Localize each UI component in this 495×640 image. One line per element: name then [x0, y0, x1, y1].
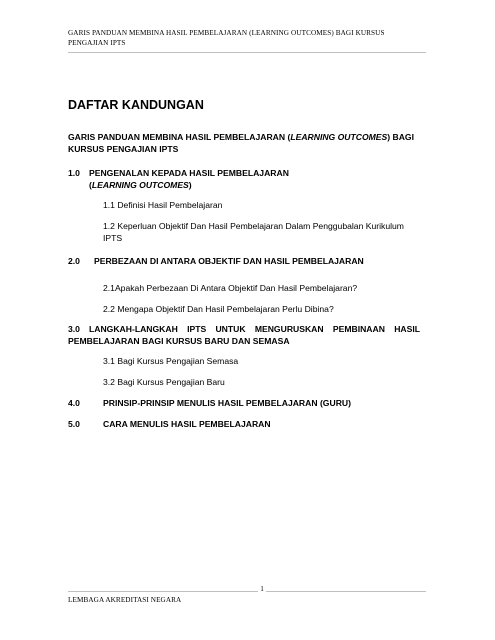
section-number: 2.0 — [68, 256, 80, 266]
footer-rule-right — [266, 591, 426, 592]
section-title: PERBEZAAN DI ANTARA OBJEKTIF DAN HASIL PEMBELAJARAN — [94, 256, 364, 266]
document-subtitle — [68, 132, 420, 155]
section-number: 1.0 — [68, 168, 80, 178]
toc-item-3-2[interactable]: 3.2 Bagi Kursus Pengajian Baru — [103, 377, 225, 387]
section-title-line-1: PENGENALAN KEPADA HASIL PEMBELAJARAN — [89, 168, 289, 178]
section-title — [89, 168, 419, 191]
section-number: 3.0 — [68, 324, 80, 334]
section-title: PRINSIP-PRINSIP MENULIS HASIL PEMBELAJARAN (GURU) — [103, 398, 351, 408]
subtitle-part-2: ) BAGI KURSUS PENGAJIAN IPTS — [68, 132, 414, 154]
footer-organization: LEMBAGA AKREDITASI NEGARA — [68, 596, 182, 604]
paren-open: ( — [89, 179, 92, 190]
toc-title: DAFTAR KANDUNGAN — [68, 98, 204, 112]
toc-item-1-2[interactable]: 1.2 Keperluan Objektif Dan Hasil Pembelajaran Dalam Penggubalan Kurikulum IPTS — [103, 221, 404, 243]
section-title-line-2 — [89, 180, 192, 190]
page-number: 1 — [260, 585, 264, 593]
subtitle-italic: LEARNING OUTCOMES — [290, 132, 388, 142]
toc-item-3-1[interactable]: 3.1 Bagi Kursus Pengajian Semasa — [103, 356, 239, 366]
paren-close: ) — [188, 179, 192, 190]
subtitle-part-1: GARIS PANDUAN MEMBINA HASIL PEMBELAJARAN ( — [68, 132, 291, 142]
toc-item-1-1[interactable]: 1.1 Definisi Hasil Pembelajaran — [103, 200, 223, 210]
section-title: CARA MENULIS HASIL PEMBELAJARAN — [103, 419, 271, 429]
footer-rule-left — [68, 591, 258, 592]
section-number: 4.0 — [68, 398, 80, 408]
toc-item-2-2[interactable]: 2.2 Mengapa Objektif Dan Hasil Pembelajaran Perlu Dibina? — [103, 304, 334, 314]
header-line-2: PENGAJIAN IPTS — [68, 38, 126, 47]
running-header — [68, 29, 428, 48]
section-title: LANGKAH-LANGKAH IPTS UNTUK MENGURUSKAN PEMBINAAN HASIL PEMBELAJARAN BAGI KURSUS BARU DAN SEMASA — [68, 324, 420, 346]
header-line-1: GARIS PANDUAN MEMBINA HASIL PEMBELAJARAN (LEARNING OUTCOMES) BAGI KURSUS — [68, 29, 385, 37]
section-title-italic: LEARNING OUTCOMES — [91, 179, 189, 190]
toc-item-2-1[interactable]: 2.1Apakah Perbezaan Di Antara Objektif Dan Hasil Pembelajaran? — [103, 283, 358, 293]
section-number: 5.0 — [68, 419, 80, 429]
header-rule — [68, 52, 426, 53]
